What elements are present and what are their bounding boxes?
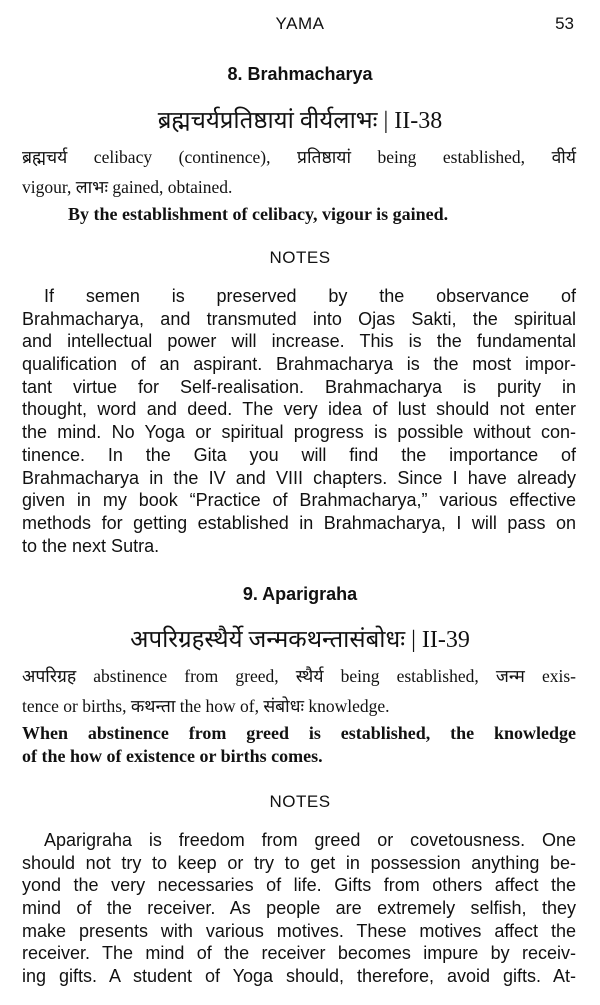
notes-line: ing gifts. A student of Yoga should, therefore, avoid gifts. At- (22, 966, 576, 987)
notes-line: tant virtue for Self-realisation. Brahmacharya is purity in (22, 376, 576, 397)
notes-line: methods for getting established in Brahmacharya, I will pass on (22, 512, 576, 533)
notes-line: mind of the receiver. As people are extremely selfish, they (22, 898, 576, 919)
notes-line: should not try to keep or try to get in possession anything be- (22, 852, 576, 873)
notes-line: yond the very necessaries of life. Gifts from others affect the (22, 875, 576, 896)
notes-line: Aparigraha is freedom from greed or covetousness. One (44, 830, 576, 850)
gloss-line: अपरिग्रह abstinence from greed, स्थैर्य being established, जन्म exis- (22, 666, 576, 686)
notes-label: NOTES (269, 248, 331, 267)
sutra-ii-38: ब्रह्मचर्यप्रतिष्ठायां वीर्यलाभः | II-38 (157, 108, 443, 134)
notes-label: NOTES (269, 792, 331, 811)
notes-line: qualification of an aspirant. Brahmacharya is the most impor- (22, 354, 576, 375)
page-number: 53 (555, 14, 574, 33)
notes-paragraph-aparigraha (22, 829, 576, 988)
translation-line: When abstinence from greed is established, the knowledge (22, 723, 576, 743)
notes-line: the mind. No Yoga or spiritual progress is possible without con- (22, 422, 576, 443)
notes-line: receiver. The mind of the receiver becomes impure by receiv- (22, 943, 576, 964)
section-heading-brahmacharya: 8. Brahmacharya (227, 64, 373, 84)
notes-line: make presents with various motives. These motives affect the (22, 920, 576, 941)
gloss-ii-39 (22, 664, 576, 688)
section-heading-aparigraha: 9. Aparigraha (242, 584, 358, 604)
gloss-ii-39-cont (22, 694, 576, 718)
notes-paragraph-brahmacharya (22, 285, 576, 557)
sutra-ii-39: अपरिग्रहस्थैर्ये जन्मकथन्तासंबोधः | II-39 (130, 627, 470, 653)
notes-line: tinence. In the Gita you will find the importance of (22, 444, 576, 465)
notes-line: Brahmacharya in the IV and VIII chapters. Since I have already (22, 467, 576, 488)
gloss-ii-38-cont (22, 175, 576, 199)
notes-line: If semen is preserved by the observance of (44, 286, 576, 306)
gloss-line: tence or births, कथन्ता the how of, संबोधः knowledge. (22, 696, 390, 716)
gloss-line: vigour, लाभः gained, obtained. (22, 177, 233, 197)
running-title: YAMA (275, 14, 325, 33)
gloss-line: ब्रह्मचर्य celibacy (continence), प्रतिष्ठायां being established, वीर्य (22, 147, 576, 167)
translation-ii-39-cont (22, 746, 576, 767)
notes-line: thought, word and deed. The very idea of lust should not enter (22, 399, 576, 420)
notes-line: Brahmacharya, and transmuted into Ojas Sakti, the spiritual (22, 308, 576, 329)
translation-line: of the how of existence or births comes. (22, 746, 323, 766)
notes-line: to the next Sutra. (22, 535, 160, 556)
notes-line: and intellectual power will increase. This is the fundamental (22, 331, 576, 352)
notes-line: given in my book “Practice of Brahmacharya,” various effective (22, 490, 576, 511)
translation-ii-39 (22, 723, 576, 744)
gloss-ii-38 (22, 145, 576, 169)
running-head (0, 14, 600, 36)
translation-ii-38: By the establishment of celibacy, vigour is gained. (68, 204, 449, 224)
